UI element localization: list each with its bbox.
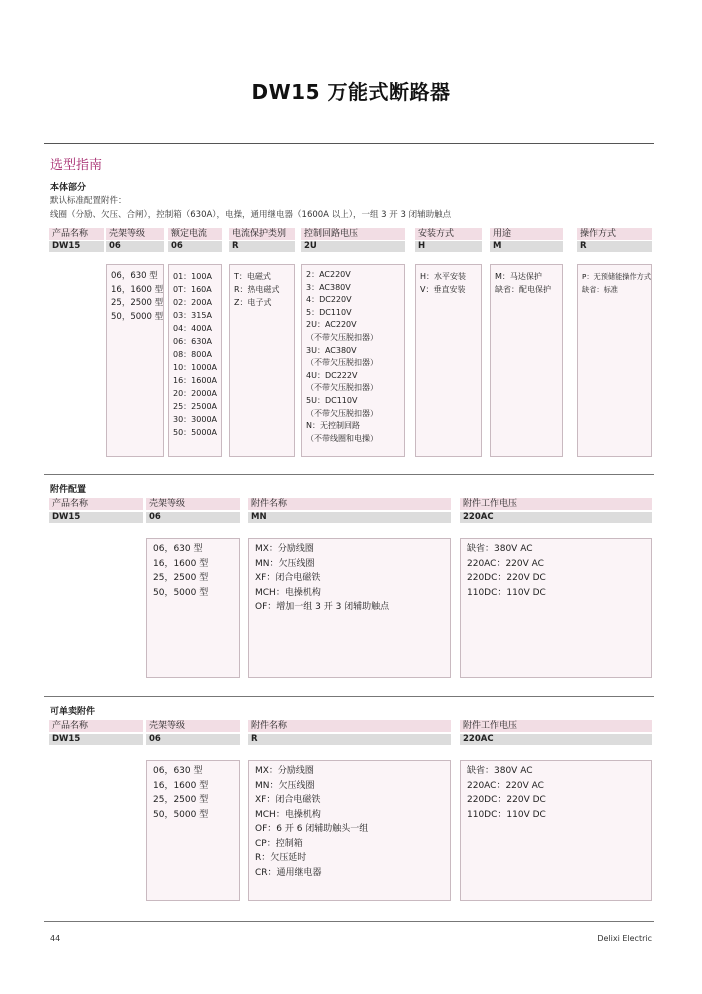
- separate-frame-options: [146, 760, 240, 901]
- option-line: V：垂直安装: [420, 285, 466, 294]
- body-header-current: 额定电流: [168, 228, 222, 240]
- option-line: 16，1600 型: [153, 558, 209, 569]
- option-line: H：水平安装: [420, 272, 467, 281]
- separate-value-voltage: 220AC: [460, 734, 652, 745]
- option-line: 缺省：配电保护: [495, 285, 551, 294]
- body-operation-options: [577, 264, 652, 457]
- option-line: 3：AC380V: [306, 282, 351, 292]
- option-line: （不带欠压脱扣器）: [306, 383, 378, 393]
- option-line: 缺省：380V AC: [467, 766, 533, 776]
- accessory-value-product: DW15: [49, 512, 143, 523]
- option-line: 220DC：220V DC: [467, 795, 546, 805]
- accessory-value-frame: 06: [146, 512, 240, 523]
- option-line: 220DC：220V DC: [467, 573, 546, 583]
- option-line: 4：DC220V: [306, 295, 352, 305]
- body-section-title: 本体部分: [50, 183, 87, 193]
- body-protection-options: [229, 264, 295, 457]
- option-line: MCH：电操机构: [255, 809, 321, 820]
- body-header-usage: 用途: [490, 228, 563, 240]
- option-line: T：电磁式: [234, 272, 271, 281]
- separate-header-frame: 壳架等级: [146, 720, 240, 732]
- option-line: 06，630 型: [153, 544, 203, 554]
- body-value-install: H: [415, 241, 482, 252]
- body-current-options: [168, 264, 222, 457]
- body-header-voltage: 控制回路电压: [301, 228, 405, 240]
- body-value-current: 06: [168, 241, 222, 252]
- accessory-header-frame: 壳架等级: [146, 498, 240, 510]
- body-header-install: 安装方式: [415, 228, 482, 240]
- option-line: 08：800A: [173, 350, 212, 359]
- body-note-1: 默认标准配置附件：: [50, 196, 127, 206]
- separate-value-product: DW15: [49, 734, 143, 745]
- option-line: MN：欠压线圈: [255, 780, 315, 791]
- option-line: （不带欠压脱扣器）: [306, 332, 378, 342]
- title-divider: [44, 143, 654, 144]
- body-install-options: [415, 264, 482, 457]
- accessory-value-voltage: 220AC: [460, 512, 652, 523]
- separate-header-voltage: 附件工作电压: [460, 720, 652, 732]
- option-line: 2：AC220V: [306, 270, 351, 279]
- footer-divider: [44, 921, 654, 922]
- option-line: 50，5000 型: [153, 587, 209, 598]
- accessory-header-voltage: 附件工作电压: [460, 498, 652, 510]
- option-line: （不带线圈和电操）: [306, 433, 378, 443]
- option-line: Z：电子式: [234, 298, 272, 307]
- option-line: XF：闭合电磁铁: [255, 795, 321, 805]
- page-title: DW15 万能式断路器: [251, 80, 451, 104]
- option-line: 16，1600 型: [153, 780, 209, 791]
- accessory-voltage-options: [460, 538, 652, 678]
- option-line: （不带欠压脱扣器）: [306, 358, 378, 368]
- option-line: CR：通用继电器: [255, 867, 322, 878]
- option-line: M：马达保护: [495, 272, 542, 281]
- option-line: CP：控制箱: [255, 838, 303, 849]
- option-line: R：热电磁式: [234, 285, 280, 294]
- body-value-usage: M: [490, 241, 563, 252]
- option-line: MCH：电操机构: [255, 587, 321, 598]
- separate-header-product: 产品名称: [49, 720, 143, 732]
- option-line: （不带欠压脱扣器）: [306, 408, 378, 418]
- option-line: 16，1600 型: [111, 284, 164, 295]
- option-line: MX：分励线圈: [255, 766, 314, 776]
- option-line: XF：闭合电磁铁: [255, 573, 321, 583]
- option-line: 30：3000A: [173, 415, 218, 424]
- body-value-voltage: 2U: [301, 241, 405, 252]
- brand-name: Delixi Electric: [597, 934, 652, 943]
- option-line: 50，5000 型: [153, 809, 209, 820]
- body-usage-options: [490, 264, 563, 457]
- body-header-protection: 电流保护类别: [229, 228, 295, 240]
- accessory-value-name: MN: [248, 512, 451, 523]
- option-line: 25，2500 型: [153, 573, 209, 583]
- body-frame-options: [106, 264, 164, 457]
- section-divider: [44, 474, 654, 475]
- option-line: 0T：160A: [173, 285, 212, 294]
- section-title: 选型指南: [50, 158, 103, 173]
- option-line: 25，2500 型: [153, 795, 209, 805]
- option-line: 5U：DC110V: [306, 395, 358, 405]
- option-line: 3U：AC380V: [306, 345, 357, 355]
- option-line: 10：1000A: [173, 363, 218, 372]
- option-line: 110DC：110V DC: [467, 587, 546, 598]
- separate-section-title: 可单卖附件: [50, 707, 96, 717]
- accessory-header-name: 附件名称: [248, 498, 451, 510]
- option-line: 4U：DC222V: [306, 370, 358, 380]
- accessory-header-product: 产品名称: [49, 498, 143, 510]
- option-line: MN：欠压线圈: [255, 558, 315, 569]
- separate-header-name: 附件名称: [248, 720, 451, 732]
- option-line: 06：630A: [173, 337, 212, 346]
- body-value-frame: 06: [106, 241, 164, 252]
- option-line: 06，630 型: [111, 271, 158, 281]
- page-number: 44: [50, 934, 61, 943]
- option-line: OF：6 开 6 闭辅助触头一组: [255, 824, 369, 834]
- option-line: 50：5000A: [173, 428, 218, 437]
- body-voltage-options: [301, 264, 405, 457]
- accessory-frame-options: [146, 538, 240, 678]
- option-line: 02：200A: [173, 298, 212, 307]
- option-line: R：欠压延时: [255, 853, 307, 863]
- option-line: 220AC：220V AC: [467, 780, 544, 791]
- option-line: N：无控制回路: [306, 421, 360, 431]
- option-line: 220AC：220V AC: [467, 558, 544, 569]
- option-line: 06，630 型: [153, 766, 203, 776]
- option-line: 2U：AC220V: [306, 320, 357, 330]
- body-value-protection: R: [229, 241, 295, 252]
- separate-value-frame: 06: [146, 734, 240, 745]
- option-line: 50，5000 型: [111, 311, 164, 322]
- option-line: 25：2500A: [173, 402, 218, 411]
- body-header-frame: 壳架等级: [106, 228, 164, 240]
- option-line: MX：分励线圈: [255, 544, 314, 554]
- option-line: 5：DC110V: [306, 307, 352, 317]
- separate-voltage-options: [460, 760, 652, 901]
- body-header-operation: 操作方式: [577, 228, 652, 240]
- option-line: 25，2500 型: [111, 298, 164, 308]
- option-line: 20：2000A: [173, 389, 218, 398]
- section-divider: [44, 696, 654, 697]
- body-value-operation: R: [577, 241, 652, 252]
- option-line: 01：100A: [173, 272, 212, 281]
- option-line: 缺省：380V AC: [467, 544, 533, 554]
- accessory-section-title: 附件配置: [50, 485, 87, 495]
- body-header-product: 产品名称: [49, 228, 104, 240]
- option-line: OF：增加一组 3 开 3 闭辅助触点: [255, 602, 390, 612]
- option-line: 110DC：110V DC: [467, 809, 546, 820]
- accessory-name-options: [248, 538, 451, 678]
- option-line: 16：1600A: [173, 376, 218, 385]
- body-value-product: DW15: [49, 241, 104, 252]
- separate-name-options: [248, 760, 451, 901]
- option-line: 缺省：标准: [582, 285, 618, 294]
- body-note-2: 线圈（分励、欠压、合闸），控制箱（630A），电操，通用继电器（1600A 以上），一组 3 开 3 闭辅助触点: [50, 210, 452, 220]
- option-line: P：无预储能操作方式: [582, 272, 652, 281]
- option-line: 03：315A: [173, 311, 212, 320]
- separate-value-name: R: [248, 734, 451, 745]
- option-line: 04：400A: [173, 324, 212, 333]
